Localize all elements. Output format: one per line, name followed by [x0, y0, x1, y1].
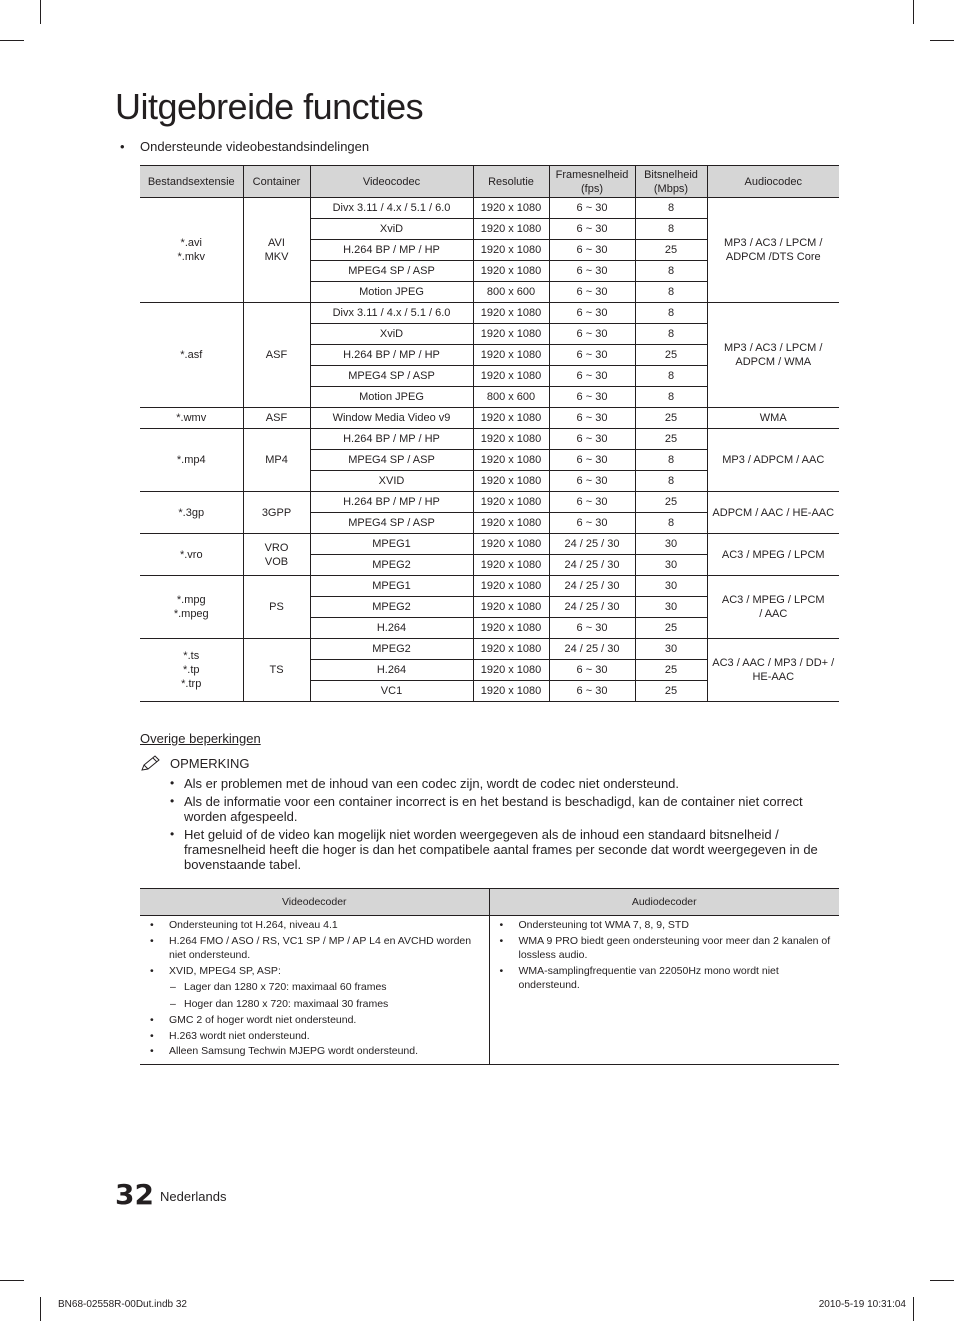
- table-row: [140, 198, 839, 219]
- videocodec-cell: MPEG2: [310, 597, 473, 618]
- bitrate-cell: 25: [635, 618, 707, 639]
- list-item: • Het geluid of de video kan mogelijk niet worden weergegeven als de inhoud een standaard bitsnelheid / framesnelheid heeft die hoger is dan het compatibele aantal frames per seconde dat wordt weergegeven in de bovenstaande tabel.: [168, 827, 840, 872]
- header-container: Container: [243, 166, 310, 198]
- framerate-cell: 6 ~ 30: [549, 324, 635, 345]
- decoder-header-row: [140, 889, 839, 916]
- framerate-cell: 24 / 25 / 30: [549, 534, 635, 555]
- videocodec-cell: Divx 3.11 / 4.x / 5.1 / 6.0: [310, 198, 473, 219]
- bitrate-cell: 30: [635, 534, 707, 555]
- crop-mark: [0, 1280, 24, 1281]
- resolution-cell: 1920 x 1080: [473, 471, 549, 492]
- videocodec-cell: H.264 BP / MP / HP: [310, 492, 473, 513]
- extension-cell: *.3gp: [140, 492, 243, 534]
- audiocodec-cell: AC3 / MPEG / LPCM: [707, 534, 839, 576]
- bitrate-cell: 25: [635, 492, 707, 513]
- framerate-cell: 6 ~ 30: [549, 660, 635, 681]
- note-list: [168, 776, 840, 872]
- header-videodecoder: Videodecoder: [140, 889, 489, 916]
- extension-cell: *.mpg *.mpeg: [140, 576, 243, 639]
- videocodec-cell: MPEG4 SP / ASP: [310, 261, 473, 282]
- crop-mark: [930, 40, 954, 41]
- videocodec-cell: H.264: [310, 660, 473, 681]
- bitrate-cell: 8: [635, 303, 707, 324]
- framerate-cell: 6 ~ 30: [549, 303, 635, 324]
- framerate-cell: 24 / 25 / 30: [549, 597, 635, 618]
- header-extension: Bestandsextensie: [140, 166, 243, 198]
- resolution-cell: 1920 x 1080: [473, 576, 549, 597]
- container-cell: VRO VOB: [243, 534, 310, 576]
- table-header-row: [140, 166, 839, 198]
- bitrate-cell: 8: [635, 513, 707, 534]
- crop-mark: [930, 1280, 954, 1281]
- table-row: [140, 639, 839, 660]
- list-item: • Ondersteuning tot H.264, niveau 4.1: [146, 918, 485, 933]
- list-item: • GMC 2 of hoger wordt niet ondersteund.: [146, 1013, 485, 1028]
- note-header: [140, 754, 840, 772]
- videocodec-cell: VC1: [310, 681, 473, 702]
- videocodec-cell: MPEG1: [310, 576, 473, 597]
- bitrate-cell: 8: [635, 471, 707, 492]
- decoder-table: [140, 888, 839, 1065]
- bitrate-cell: 30: [635, 555, 707, 576]
- audiocodec-cell: AC3 / AAC / MP3 / DD+ / HE-AAC: [707, 639, 839, 702]
- framerate-cell: 6 ~ 30: [549, 513, 635, 534]
- print-date: 2010-5-19 10:31:04: [818, 1299, 906, 1310]
- container-cell: 3GPP: [243, 492, 310, 534]
- audiocodec-cell: WMA: [707, 408, 839, 429]
- bullet-icon: •: [120, 139, 125, 154]
- table-row: [140, 492, 839, 513]
- page-title: Uitgebreide functies: [115, 86, 424, 127]
- audiocodec-cell: MP3 / AC3 / LPCM / ADPCM / WMA: [707, 303, 839, 408]
- container-cell: PS: [243, 576, 310, 639]
- framerate-cell: 6 ~ 30: [549, 198, 635, 219]
- crop-mark: [913, 1297, 914, 1321]
- framerate-cell: 6 ~ 30: [549, 387, 635, 408]
- framerate-cell: 6 ~ 30: [549, 681, 635, 702]
- bitrate-cell: 30: [635, 597, 707, 618]
- crop-mark: [0, 40, 24, 41]
- extension-cell: *.vro: [140, 534, 243, 576]
- crop-mark: [40, 1297, 41, 1321]
- list-item: • H.264 FMO / ASO / RS, VC1 SP / MP / AP L4 en AVCHD worden niet ondersteund.: [146, 934, 485, 963]
- bitrate-cell: 8: [635, 324, 707, 345]
- header-audiocodec: Audiocodec: [707, 166, 839, 198]
- videocodec-cell: H.264 BP / MP / HP: [310, 240, 473, 261]
- extension-cell: *.asf: [140, 303, 243, 408]
- framerate-cell: 6 ~ 30: [549, 366, 635, 387]
- videocodec-cell: H.264: [310, 618, 473, 639]
- bitrate-cell: 25: [635, 681, 707, 702]
- video-formats-table: [140, 165, 839, 702]
- resolution-cell: 1920 x 1080: [473, 597, 549, 618]
- restrictions-heading: Overige beperkingen: [140, 731, 261, 746]
- table-row: [140, 534, 839, 555]
- framerate-cell: 6 ~ 30: [549, 240, 635, 261]
- bitrate-cell: 25: [635, 345, 707, 366]
- resolution-cell: 1920 x 1080: [473, 429, 549, 450]
- videocodec-cell: XVID: [310, 471, 473, 492]
- framerate-cell: 24 / 25 / 30: [549, 576, 635, 597]
- videocodec-cell: Divx 3.11 / 4.x / 5.1 / 6.0: [310, 303, 473, 324]
- table-row: [140, 303, 839, 324]
- page-language: Nederlands: [160, 1189, 227, 1204]
- resolution-cell: 1920 x 1080: [473, 555, 549, 576]
- container-cell: MP4: [243, 429, 310, 492]
- videocodec-cell: MPEG4 SP / ASP: [310, 450, 473, 471]
- videocodec-cell: Motion JPEG: [310, 282, 473, 303]
- framerate-cell: 6 ~ 30: [549, 219, 635, 240]
- list-item: • H.263 wordt niet ondersteund.: [146, 1029, 485, 1044]
- videocodec-cell: H.264 BP / MP / HP: [310, 429, 473, 450]
- note-block: [140, 754, 840, 875]
- framerate-cell: 6 ~ 30: [549, 618, 635, 639]
- framerate-cell: 6 ~ 30: [549, 282, 635, 303]
- videocodec-cell: Motion JPEG: [310, 387, 473, 408]
- resolution-cell: 1920 x 1080: [473, 534, 549, 555]
- audiodecoder-cell: [489, 916, 839, 1065]
- framerate-cell: 6 ~ 30: [549, 429, 635, 450]
- resolution-cell: 800 x 600: [473, 282, 549, 303]
- list-item: • Ondersteuning tot WMA 7, 8, 9, STD: [496, 918, 836, 933]
- list-item: • WMA-samplingfrequentie van 22050Hz mono wordt niet ondersteund.: [496, 964, 836, 993]
- resolution-cell: 1920 x 1080: [473, 345, 549, 366]
- header-resolution: Resolutie: [473, 166, 549, 198]
- note-label: OPMERKING: [170, 755, 250, 771]
- bitrate-cell: 8: [635, 198, 707, 219]
- header-videocodec: Videocodec: [310, 166, 473, 198]
- extension-cell: *.ts *.tp *.trp: [140, 639, 243, 702]
- bitrate-cell: 25: [635, 429, 707, 450]
- list-item: • Als de informatie voor een container incorrect is en het bestand is beschadigd, kan de container niet correct worden afgespeeld.: [168, 794, 840, 824]
- bitrate-cell: 8: [635, 387, 707, 408]
- audiocodec-cell: ADPCM / AAC / HE-AAC: [707, 492, 839, 534]
- resolution-cell: 1920 x 1080: [473, 240, 549, 261]
- table-row: [140, 576, 839, 597]
- extension-cell: *.mp4: [140, 429, 243, 492]
- page-number: 32: [115, 1178, 154, 1211]
- container-cell: ASF: [243, 408, 310, 429]
- videocodec-cell: MPEG1: [310, 534, 473, 555]
- framerate-cell: 6 ~ 30: [549, 471, 635, 492]
- framerate-cell: 6 ~ 30: [549, 408, 635, 429]
- resolution-cell: 1920 x 1080: [473, 303, 549, 324]
- resolution-cell: 1920 x 1080: [473, 681, 549, 702]
- resolution-cell: 1920 x 1080: [473, 450, 549, 471]
- framerate-cell: 24 / 25 / 30: [549, 555, 635, 576]
- resolution-cell: 1920 x 1080: [473, 198, 549, 219]
- audiocodec-cell: AC3 / MPEG / LPCM / AAC: [707, 576, 839, 639]
- print-file-name: BN68-02558R-00Dut.indb 32: [58, 1299, 187, 1310]
- list-item: • Alleen Samsung Techwin MJEPG wordt ondersteund.: [146, 1044, 485, 1059]
- resolution-cell: 1920 x 1080: [473, 219, 549, 240]
- videodecoder-cell: [140, 916, 489, 1065]
- videocodec-cell: MPEG2: [310, 639, 473, 660]
- sub-list-item: – Lager dan 1280 x 720: maximaal 60 frames: [146, 980, 485, 995]
- header-bitrate: Bitsnelheid (Mbps): [635, 166, 707, 198]
- sub-list-item: – Hoger dan 1280 x 720: maximaal 30 frames: [146, 997, 485, 1012]
- videocodec-cell: XviD: [310, 219, 473, 240]
- framerate-cell: 6 ~ 30: [549, 261, 635, 282]
- framerate-cell: 24 / 25 / 30: [549, 639, 635, 660]
- decoder-content-row: [140, 916, 839, 1065]
- audiocodec-cell: MP3 / AC3 / LPCM / ADPCM /DTS Core: [707, 198, 839, 303]
- bitrate-cell: 8: [635, 261, 707, 282]
- bitrate-cell: 8: [635, 219, 707, 240]
- bitrate-cell: 25: [635, 660, 707, 681]
- table-row: [140, 429, 839, 450]
- videocodec-cell: XviD: [310, 324, 473, 345]
- resolution-cell: 1920 x 1080: [473, 492, 549, 513]
- bitrate-cell: 25: [635, 240, 707, 261]
- resolution-cell: 1920 x 1080: [473, 366, 549, 387]
- list-item: • WMA 9 PRO biedt geen ondersteuning voor meer dan 2 kanalen of lossless audio.: [496, 934, 836, 963]
- audiodecoder-list: [496, 918, 836, 993]
- bitrate-cell: 25: [635, 408, 707, 429]
- resolution-cell: 1920 x 1080: [473, 513, 549, 534]
- header-audiodecoder: Audiodecoder: [489, 889, 839, 916]
- resolution-cell: 1920 x 1080: [473, 639, 549, 660]
- resolution-cell: 1920 x 1080: [473, 618, 549, 639]
- resolution-cell: 800 x 600: [473, 387, 549, 408]
- videodecoder-list: [146, 918, 485, 1059]
- container-cell: ASF: [243, 303, 310, 408]
- intro-bullet: [120, 139, 369, 154]
- header-framerate: Framesnelheid (fps): [549, 166, 635, 198]
- bitrate-cell: 30: [635, 639, 707, 660]
- videocodec-cell: H.264 BP / MP / HP: [310, 345, 473, 366]
- container-cell: AVI MKV: [243, 198, 310, 303]
- framerate-cell: 6 ~ 30: [549, 345, 635, 366]
- intro-text: Ondersteunde videobestandsindelingen: [140, 139, 370, 154]
- bitrate-cell: 8: [635, 282, 707, 303]
- framerate-cell: 6 ~ 30: [549, 450, 635, 471]
- resolution-cell: 1920 x 1080: [473, 660, 549, 681]
- container-cell: TS: [243, 639, 310, 702]
- extension-cell: *.wmv: [140, 408, 243, 429]
- bitrate-cell: 8: [635, 450, 707, 471]
- framerate-cell: 6 ~ 30: [549, 492, 635, 513]
- videocodec-cell: MPEG4 SP / ASP: [310, 513, 473, 534]
- audiocodec-cell: MP3 / ADPCM / AAC: [707, 429, 839, 492]
- resolution-cell: 1920 x 1080: [473, 408, 549, 429]
- pencil-icon: [140, 754, 162, 772]
- bitrate-cell: 30: [635, 576, 707, 597]
- list-item: • XVID, MPEG4 SP, ASP:: [146, 964, 485, 979]
- list-item: • Als er problemen met de inhoud van een codec zijn, wordt de codec niet ondersteund.: [168, 776, 840, 791]
- extension-cell: *.avi *.mkv: [140, 198, 243, 303]
- crop-mark: [913, 0, 914, 24]
- resolution-cell: 1920 x 1080: [473, 324, 549, 345]
- resolution-cell: 1920 x 1080: [473, 261, 549, 282]
- videocodec-cell: MPEG4 SP / ASP: [310, 366, 473, 387]
- videocodec-cell: Window Media Video v9: [310, 408, 473, 429]
- bitrate-cell: 8: [635, 366, 707, 387]
- videocodec-cell: MPEG2: [310, 555, 473, 576]
- table-row: [140, 408, 839, 429]
- crop-mark: [40, 0, 41, 24]
